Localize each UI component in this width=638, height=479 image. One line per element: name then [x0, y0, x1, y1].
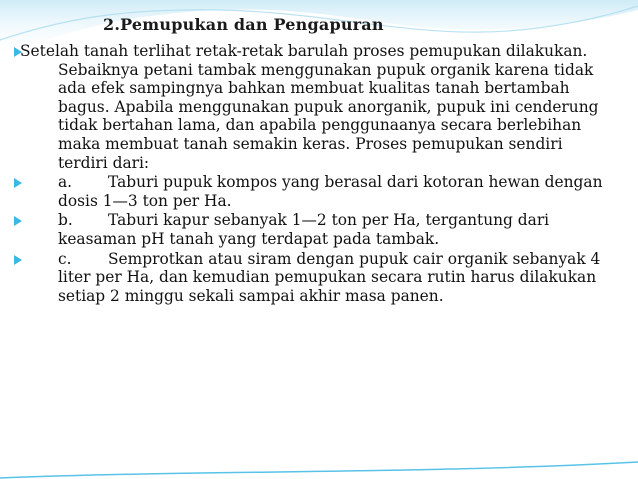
- bullet-text: c. Semprotkan atau siram dengan pupuk cair organik sebanyak 4 liter per Ha, dan kemudian pemupukan secara rutin harus dilakukan setiap 2 minggu sekali sampai akhir masa panen.: [58, 249, 601, 305]
- item-letter: a.: [58, 173, 73, 192]
- bottom-wave-line: [0, 462, 638, 478]
- bullet-arrow-icon: [14, 255, 22, 265]
- bullet-text: a. Taburi pupuk kompos yang berasal dari kotoran hewan dengan dosis 1—3 ton per Ha.: [58, 173, 603, 210]
- bullet-text: b. Taburi kapur sebanyak 1—2 ton per Ha, tergantung dari keasaman pH tanah yang terdapat pada tambak.: [58, 211, 550, 248]
- item-letter: b.: [58, 211, 73, 230]
- list-item: [14, 173, 614, 210]
- bullet-arrow-icon: [14, 216, 22, 226]
- list-item: [14, 42, 614, 172]
- bullet-list: [14, 42, 614, 306]
- list-item: [14, 211, 614, 248]
- item-letter: c.: [58, 249, 72, 268]
- bullet-arrow-icon: [14, 47, 22, 57]
- bullet-text: Setelah tanah terlihat retak-retak barulah proses pemupukan dilakukan. Sebaiknya petani tambak menggunakan pupuk organik karena tidak ada efek sampingnya bahkan membuat kualitas tanah bertambah bagus. Apabila menggunakan pupuk anorganik, pupuk ini cenderung tidak bertahan lama, dan apabila penggunaanya secara berlebihan maka membuat tanah semakin keras. Proses pemupukan sendiri terdiri dari:: [20, 42, 599, 172]
- bullet-arrow-icon: [14, 178, 22, 188]
- list-item: [14, 250, 614, 306]
- slide-title: 2.Pemupukan dan Pengapuran: [103, 15, 384, 34]
